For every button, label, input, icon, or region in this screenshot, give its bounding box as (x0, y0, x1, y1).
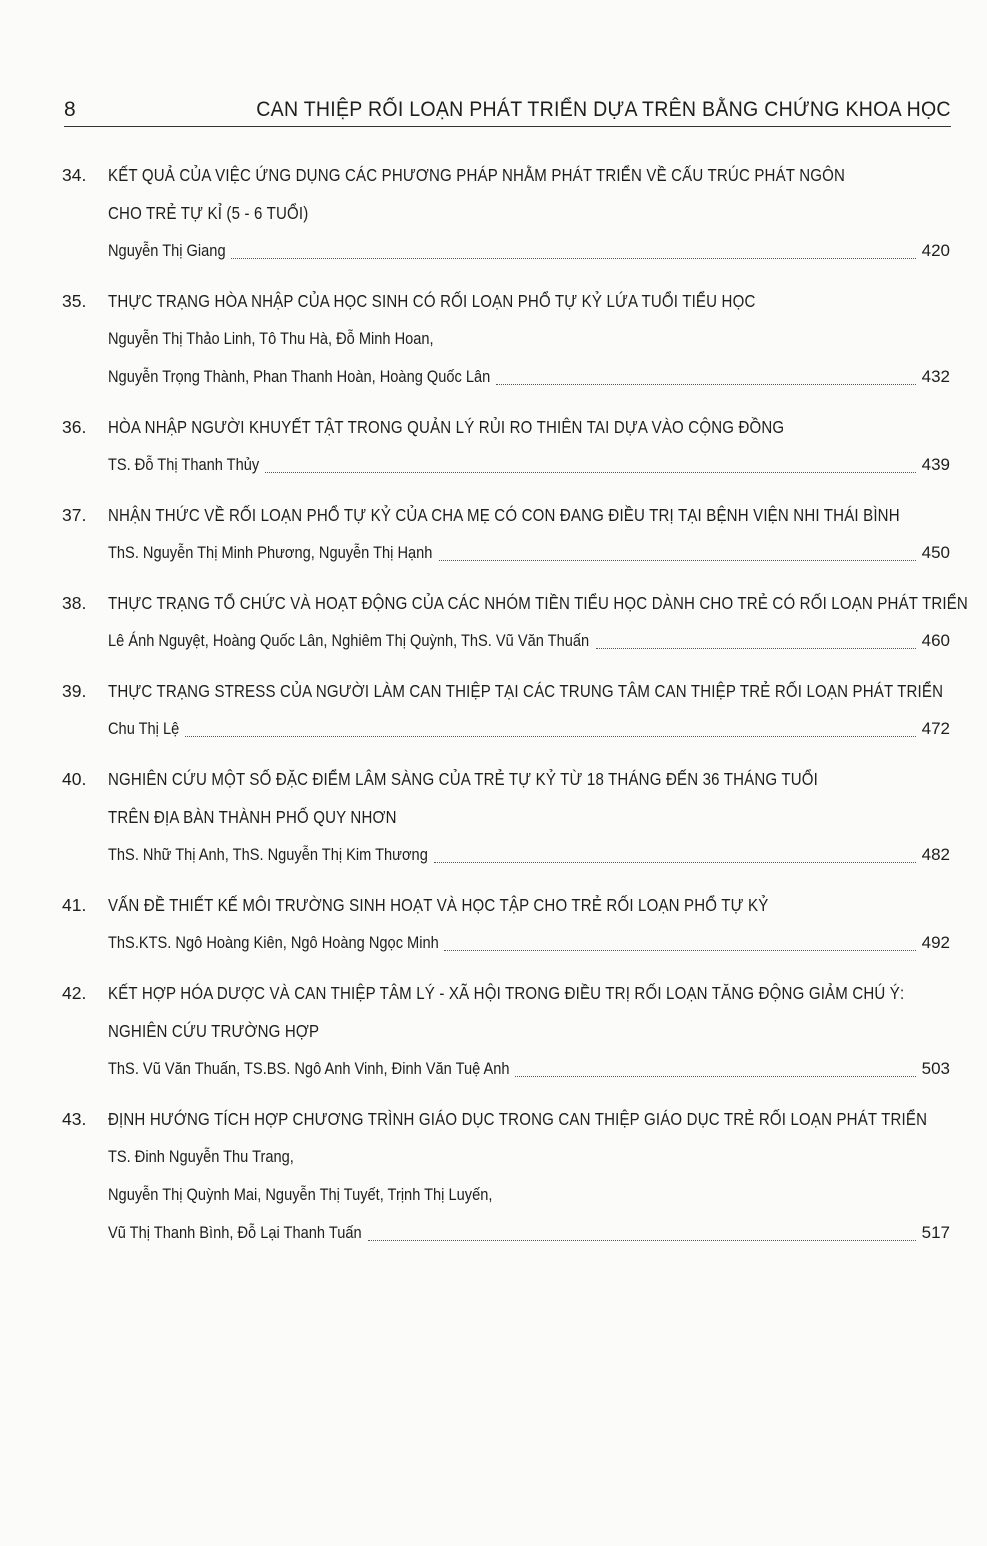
entry-body (108, 282, 950, 396)
entry-author-row (108, 924, 950, 962)
entry-author-row (108, 1050, 950, 1088)
entry-number: 40. (62, 769, 87, 789)
toc-entry[interactable] (62, 496, 950, 572)
dot-leader (368, 1239, 916, 1241)
entry-author-row (108, 358, 950, 396)
dot-leader (265, 471, 916, 473)
entry-number: 39. (62, 681, 87, 701)
toc-entry[interactable] (62, 974, 950, 1088)
entry-body (108, 760, 950, 874)
toc-entry[interactable] (62, 672, 950, 748)
toc-entry[interactable] (62, 156, 950, 270)
dot-leader (496, 383, 916, 385)
entry-number: 35. (62, 291, 87, 311)
toc-entry[interactable] (62, 886, 950, 962)
page-number: 8 (64, 98, 77, 121)
entry-author-row (108, 710, 950, 748)
toc-entry[interactable] (62, 1100, 950, 1252)
entry-page-number[interactable]: 420 (921, 241, 950, 260)
entry-page-number[interactable]: 503 (921, 1059, 950, 1078)
entry-author-row (108, 446, 950, 484)
entry-page-number[interactable]: 482 (921, 845, 950, 864)
entry-title: NGHIÊN CỨU TRƯỜNG HỢP (108, 1021, 320, 1041)
page-header (64, 88, 951, 127)
entry-title: THỰC TRẠNG TỔ CHỨC VÀ HOẠT ĐỘNG CỦA CÁC NHÓM TIỀN TIỂU HỌC DÀNH CHO TRẺ CÓ RỐI LOẠN PHÁT TRIỂN (108, 593, 968, 613)
entry-authors: TS. Đỗ Thị Thanh Thủy (108, 455, 260, 474)
entry-authors: Nguyễn Trọng Thành, Phan Thanh Hoàn, Hoàng Quốc Lân (108, 367, 491, 386)
entry-page-number[interactable]: 492 (921, 933, 950, 952)
entry-title: NGHIÊN CỨU MỘT SỐ ĐẶC ĐIỂM LÂM SÀNG CỦA TRẺ TỰ KỶ TỪ 18 THÁNG ĐẾN 36 THÁNG TUỔI (108, 769, 819, 789)
dot-leader (596, 647, 916, 649)
entry-authors: ThS. Vũ Văn Thuấn, TS.BS. Ngô Anh Vinh, Đinh Văn Tuệ Anh (108, 1059, 510, 1078)
entry-page-number[interactable]: 472 (921, 719, 950, 738)
entry-title: KẾT HỢP HÓA DƯỢC VÀ CAN THIỆP TÂM LÝ - XÃ HỘI TRONG ĐIỀU TRỊ RỐI LOẠN TĂNG ĐỘNG GIẢM CHÚ Ý: (108, 983, 905, 1003)
entry-authors: Nguyễn Thị Quỳnh Mai, Nguyễn Thị Tuyết, Trịnh Thị Luyến, (108, 1185, 493, 1204)
toc-entry[interactable] (62, 408, 950, 484)
entry-number: 43. (62, 1109, 87, 1129)
dot-leader (439, 559, 916, 561)
entry-number: 34. (62, 165, 87, 185)
entry-author-row (108, 1214, 950, 1252)
entry-title: VẤN ĐỀ THIẾT KẾ MÔI TRƯỜNG SINH HOẠT VÀ HỌC TẬP CHO TRẺ RỐI LOẠN PHỔ TỰ KỶ (108, 895, 769, 915)
entry-authors: Nguyễn Thị Giang (108, 241, 226, 260)
entry-body (108, 974, 950, 1088)
toc-entry[interactable] (62, 584, 968, 660)
dot-leader (231, 257, 915, 259)
dot-leader (434, 861, 916, 863)
entry-authors: TS. Đinh Nguyễn Thu Trang, (108, 1147, 294, 1166)
entry-authors: Lê Ánh Nguyệt, Hoàng Quốc Lân, Nghiêm Thị Quỳnh, ThS. Vũ Văn Thuấn (108, 631, 590, 650)
entry-page-number[interactable]: 450 (921, 543, 950, 562)
entry-authors: ThS. Nguyễn Thị Minh Phương, Nguyễn Thị Hạnh (108, 543, 433, 562)
entry-author-row (108, 622, 950, 660)
entry-title: KẾT QUẢ CỦA VIỆC ỨNG DỤNG CÁC PHƯƠNG PHÁP NHẰM PHÁT TRIỂN VỀ CẤU TRÚC PHÁT NGÔN (108, 165, 846, 185)
entry-title: TRÊN ĐỊA BÀN THÀNH PHỐ QUY NHƠN (108, 807, 397, 827)
entry-authors: Chu Thị Lệ (108, 719, 180, 738)
entry-title: CHO TRẺ TỰ KỈ (5 - 6 TUỔI) (108, 203, 309, 223)
entry-body (108, 408, 950, 484)
entry-number: 38. (62, 593, 87, 613)
entry-number: 41. (62, 895, 87, 915)
entry-page-number[interactable]: 439 (921, 455, 950, 474)
entry-title: THỰC TRẠNG STRESS CỦA NGƯỜI LÀM CAN THIỆP TẠI CÁC TRUNG TÂM CAN THIỆP TRẺ RỐI LOẠN PHÁT TRIỂN (108, 681, 944, 701)
entry-body (108, 156, 950, 270)
entry-title: ĐỊNH HƯỚNG TÍCH HỢP CHƯƠNG TRÌNH GIÁO DỤC TRONG CAN THIỆP GIÁO DỤC TRẺ RỐI LOẠN PHÁT TRIỂN (108, 1109, 928, 1129)
entry-body (108, 496, 950, 572)
entry-number: 36. (62, 417, 87, 437)
running-title: CAN THIỆP RỐI LOẠN PHÁT TRIỂN DỰA TRÊN BẰNG CHỨNG KHOA HỌC (256, 98, 951, 121)
entry-authors: ThS. Nhữ Thị Anh, ThS. Nguyễn Thị Kim Thương (108, 845, 428, 864)
entry-number: 42. (62, 983, 87, 1003)
dot-leader (185, 735, 916, 737)
entry-page-number[interactable]: 460 (921, 631, 950, 650)
entry-authors: Nguyễn Thị Thảo Linh, Tô Thu Hà, Đỗ Minh Hoan, (108, 329, 434, 348)
entry-authors: ThS.KTS. Ngô Hoàng Kiên, Ngô Hoàng Ngọc Minh (108, 933, 439, 952)
entry-body (108, 584, 968, 660)
toc-entry[interactable] (62, 760, 950, 874)
toc-entry[interactable] (62, 282, 950, 396)
entry-author-row (108, 836, 950, 874)
entry-body (108, 1100, 950, 1252)
entry-body (108, 672, 950, 748)
entry-author-row (108, 534, 950, 572)
entry-number: 37. (62, 505, 87, 525)
table-of-contents (62, 156, 968, 1264)
entry-authors: Vũ Thị Thanh Bình, Đỗ Lại Thanh Tuấn (108, 1223, 362, 1242)
entry-body (108, 886, 950, 962)
dot-leader (515, 1075, 915, 1077)
entry-page-number[interactable]: 432 (921, 367, 950, 386)
entry-author-row (108, 232, 950, 270)
entry-title: THỰC TRẠNG HÒA NHẬP CỦA HỌC SINH CÓ RỐI LOẠN PHỔ TỰ KỶ LỨA TUỔI TIỂU HỌC (108, 291, 756, 311)
entry-title: HÒA NHẬP NGƯỜI KHUYẾT TẬT TRONG QUẢN LÝ RỦI RO THIÊN TAI DỰA VÀO CỘNG ĐỒNG (108, 417, 785, 437)
dot-leader (444, 949, 915, 951)
entry-page-number[interactable]: 517 (921, 1223, 950, 1242)
entry-title: NHẬN THỨC VỀ RỐI LOẠN PHỔ TỰ KỶ CỦA CHA MẸ CÓ CON ĐANG ĐIỀU TRỊ TẠI BỆNH VIỆN NHI THÁI BÌNH (108, 505, 900, 525)
